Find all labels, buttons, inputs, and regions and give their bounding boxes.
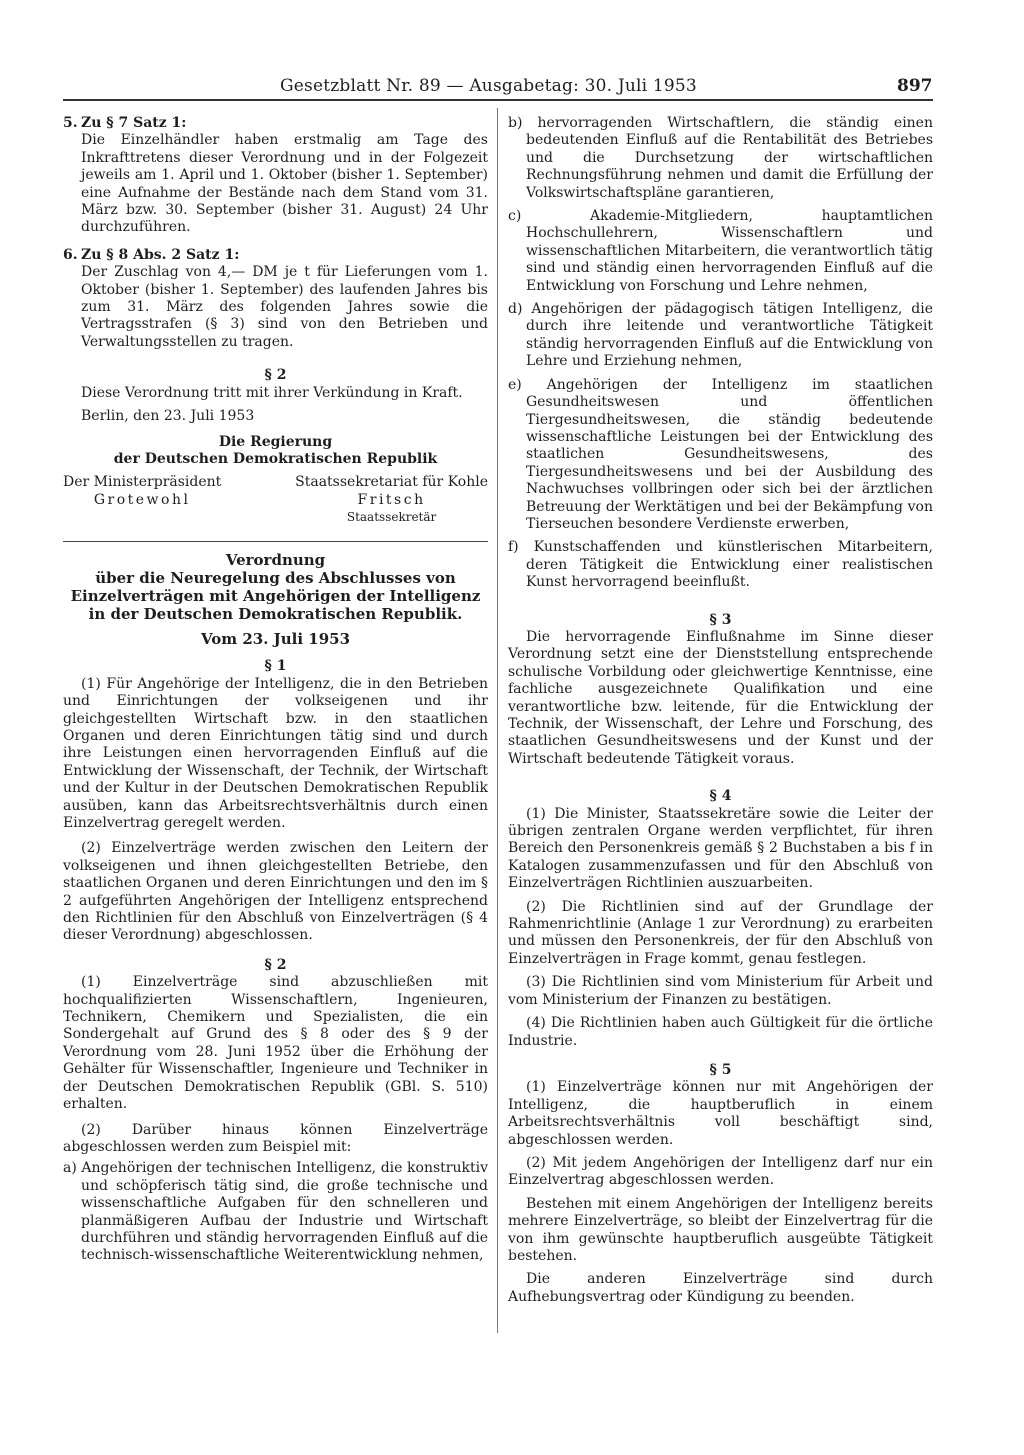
list-item-d: d) Angehörigen der pädagogisch tätigen Intelligenz, die durch ihre leitende und verantwortliche Tätigkeit ständig hervorragenden Einfluß auf die Entwicklung von Lehre und Erziehung nehmen,: [508, 301, 933, 370]
government-line: der Deutschen Demokratischen Republik: [113, 450, 438, 467]
ordinance-subtitle: über die Neuregelung des Abschlusses von Einzelverträgen mit Angehörigen der Intelligenz in der Deutschen Demokratischen Republik.: [70, 568, 481, 623]
list-item-b: b) hervorragenden Wirtschaftlern, die ständig einen bedeutenden Einfluß auf die Rentabilität des Betriebes und die Durchsetzung der wirtschaftlichen Rechnungsführung nehmen und damit die Erfüllung der Volkswirtschaftspläne garantieren,: [508, 115, 933, 201]
right-column: [508, 115, 933, 1306]
item-heading: Zu § 8 Abs. 2 Satz 1:: [81, 246, 240, 263]
signature-title: Staatssekretariat für Kohle: [295, 474, 488, 491]
list-item-5: [63, 115, 488, 237]
paragraph: (1) Die Minister, Staatssekretäre sowie die Leiter der übrigen zentralen Organe werden verpflichtet, für ihren Bereich den Personenkreis gemäß § 2 Buchstaben a bis f in Katalogen zusammenzufassen und für den Abschluß von Einzelverträgen Richtlinien auszuarbeiten.: [508, 805, 933, 892]
signature-title: Der Ministerpräsident: [63, 474, 222, 491]
paragraph: (2) Mit jedem Angehörigen der Intelligenz darf nur ein Einzelvertrag abgeschlossen werden.: [508, 1154, 933, 1189]
paragraph: Bestehen mit einem Angehörigen der Intelligenz bereits mehrere Einzelverträge, so bleibt der Einzelvertrag für die von ihm gewünschte hauptberuflich ausgeübte Tätigkeit bestehen.: [508, 1195, 933, 1264]
paragraph: (4) Die Richtlinien haben auch Gültigkeit für die örtliche Industrie.: [508, 1015, 933, 1049]
signature-block: [63, 474, 221, 526]
paragraph: (2) Darüber hinaus können Einzelverträge abgeschlossen werden zum Beispiel mit:: [63, 1121, 488, 1155]
paragraph: (3) Die Richtlinien sind vom Ministerium für Arbeit und vom Ministerium der Finanzen zu bestätigen.: [508, 974, 933, 1008]
list-item-c: c) Akademie-Mitgliedern, hauptamtlichen Hochschullehrern, Wissenschaftlern und wissenschaftlichen Mitarbeitern, die verantwortlich tätig sind und ständig einen hervorragenden Einfluß auf die Entwicklung von Forschung und Lehre nehmen,: [508, 208, 933, 294]
ordinance-date: Vom 23. Juli 1953: [200, 629, 351, 648]
paragraph: Diese Verordnung tritt mit ihrer Verkündung in Kraft.: [81, 384, 463, 401]
paragraph: Die hervorragende Einflußnahme im Sinne dieser Verordnung setzt eine der Dienststellung entsprechende schulische Vorbildung oder gleichwertige Kenntnisse, eine fachliche ausgezeichnete Qualifikation und eine verantwortliche bzw. leitende, für die Entwicklung der Technik, der Wissenschaft, der Lehre und Forschung, des staatlichen Gesundheitswesens und der Kunst und der Wirtschaft bedeutende Tätigkeit voraus.: [508, 628, 933, 767]
place-date: Berlin, den 23. Juli 1953: [81, 408, 255, 425]
signature-row: [63, 474, 488, 526]
section-rule: [63, 541, 488, 542]
list-item-6: [63, 247, 488, 351]
page-number: 897: [897, 76, 933, 96]
paragraph: (1) Einzelverträge können nur mit Angehörigen der Intelligenz, die hauptberuflich in einem Arbeitsrechtsverhältnis voll beschäftigt sind, abgeschlossen werden.: [508, 1079, 933, 1148]
signature-name: Fritsch: [357, 491, 426, 508]
signature-role: Staatssekretär: [346, 510, 437, 525]
header-rule: [63, 99, 933, 101]
section-heading: § 1: [264, 658, 287, 675]
header-title: Gesetzblatt Nr. 89 — Ausgabetag: 30. Juli 1953: [280, 76, 697, 96]
list-item-e: e) Angehörigen der Intelligenz im staatlichen Gesundheitswesen und öffentlichen Tiergesundheitswesen, die ständig bedeutende wissenschaftliche Leistungen bei der Entwicklung des staatlichen Gesundheitswesens, des Tiergesundheitswesens und bei der Ausbildung des Nachwuchses vollbringen oder sich bei der ärztlichen Betreuung der Werktätigen und bei der Bekämpfung von Tierseuchen besondere Verdienste erwerben,: [508, 376, 933, 532]
item-heading: Zu § 7 Satz 1:: [81, 115, 187, 131]
government-line: Die Regierung: [218, 433, 333, 450]
list-item-f: f) Kunstschaffenden und künstlerischen Mitarbeitern, deren Tätigkeit die Entwicklung einer realistischen Kunst hervorragend beeinflußt.: [508, 539, 933, 591]
section-heading: § 2: [264, 367, 287, 384]
section-heading: § 3: [709, 611, 732, 628]
item-text: Der Zuschlag von 4,— DM je t für Lieferungen vom 1. Oktober (bisher 1. September) des laufenden Jahres bis zum 31. März des folgenden Jahres sowie die Vertragsstrafen (§ 3) sind von den Betrieben und Verwaltungsstellen zu tragen.: [81, 264, 488, 350]
paragraph: (2) Einzelverträge werden zwischen den Leitern der volkseigenen und ihnen gleichgestellten Betriebe, den staatlichen Organen und deren Einrichtungen und den im § 2 aufgeführten Angehörigen der Intelligenz entsprechend den Richtlinien für den Abschluß von Einzelverträgen (§ 4 dieser Verordnung) abgeschlossen.: [63, 840, 488, 944]
left-column: [63, 115, 488, 1265]
paragraph: (2) Die Richtlinien sind auf der Grundlage der Rahmenrichtlinie (Anlage 1 zur Verordnung) zu erarbeiten und müssen den Personenkreis, der für den Abschluß von Einzelverträgen in Frage kommt, genau festlegen.: [508, 898, 933, 967]
paragraph: (1) Für Angehörige der Intelligenz, die in den Betrieben und Einrichtungen der volkseigenen und ihr gleichgestellten Wirtschaft bzw. in den staatlichen Organen und deren Einrichtungen tätig sind und durch ihre Leistungen einen hervorragenden Einfluß auf die Entwicklung der Wissenschaft, der Technik, der Wirtschaft und der Kultur in der Deutschen Demokratischen Republik ausüben, kann das Arbeitsrechtsverhältnis durch einen Einzelvertrag geregelt werden.: [63, 675, 488, 831]
column-divider: [497, 108, 498, 1333]
paragraph: (1) Einzelverträge sind abzuschließen mit hochqualifizierten Wissenschaftlern, Ingenieuren, Technikern, Chemikern und Spezialisten, die ein Sondergehalt auf Grund des § 8 oder des § 9 der Verordnung vom 28. Juni 1952 über die Erhöhung der Gehälter für Wissenschaftler, Ingenieure und Techniker in der Deutschen Demokratischen Republik (GBl. S. 510) erhalten.: [63, 974, 488, 1113]
signature-name: Grotewohl: [93, 491, 191, 508]
section-heading: § 5: [709, 1061, 732, 1078]
paragraph: Die anderen Einzelverträge sind durch Aufhebungsvertrag oder Kündigung zu beenden.: [508, 1271, 933, 1305]
item-number: 6.: [63, 246, 78, 263]
item-number: 5.: [63, 115, 78, 131]
item-text: Die Einzelhändler haben erstmalig am Tage des Inkrafttretens dieser Verordnung und in der Folgezeit jeweils am 1. April und 1. Oktober (bisher 1. September) eine Aufnahme der Bestände nach dem Stand vom 31. März bzw. 30. September (bisher 31. August) 24 Uhr durchzuführen.: [81, 132, 488, 236]
section-heading: § 2: [264, 956, 287, 973]
section-heading: § 4: [709, 788, 732, 805]
signature-block: [295, 474, 488, 526]
list-item-a: a) Angehörigen der technischen Intelligenz, die konstruktiv und schöpferisch tätig sind, die große technische und wissenschaftliche Aufgaben für den schnelleren und planmäßigeren Aufbau der Industrie und Wirtschaft durchführen und ständig hervorragenden Einfluß auf die technisch-wissenschaftliche Weiterentwicklung nehmen,: [63, 1160, 488, 1264]
ordinance-title: Verordnung: [225, 550, 326, 569]
